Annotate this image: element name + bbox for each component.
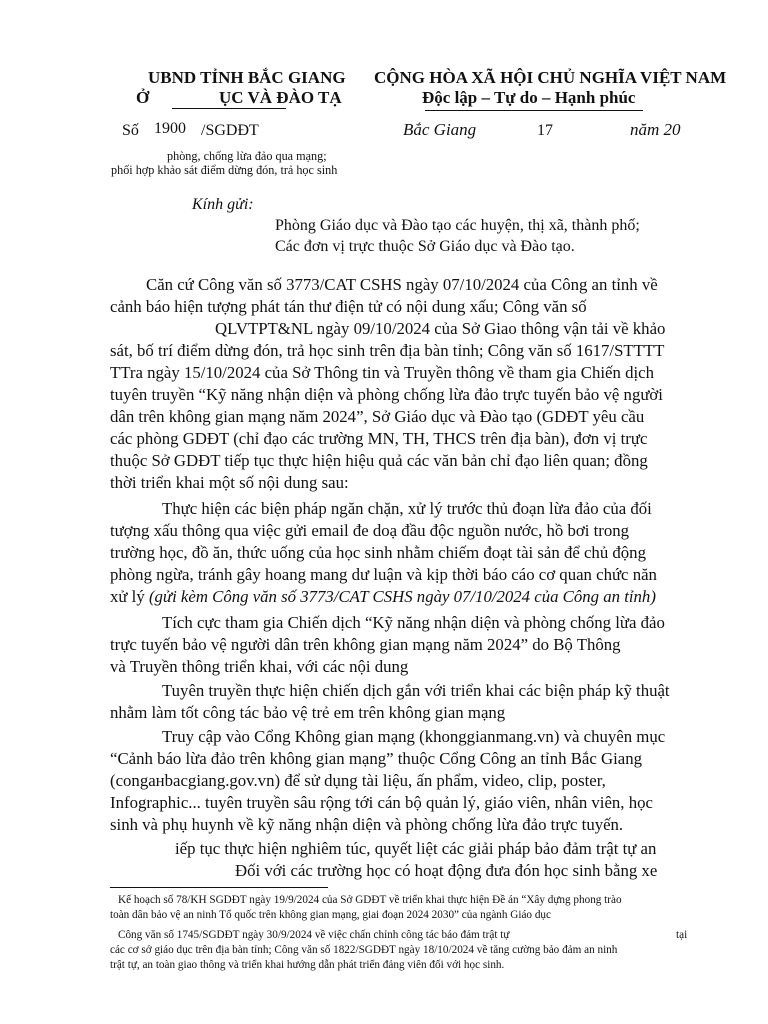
footnote-2-line-tail: tại [676,929,688,941]
intro-line: Căn cứ Công văn số 3773/CAT CSHS ngày 07/10/2024 của Công an tỉnh về [146,275,658,294]
national-motto: Độc lập – Tự do – Hạnh phúc [422,88,636,107]
doc-year: năm 20 [630,120,681,139]
doc-number-label: Số [122,122,139,139]
footnote-2-line: trật tự, an toàn giao thông và triển khai hướng dẫn phát triển đảng viên đối với học sinh. [110,959,505,971]
intro-line: sát, bố trí điểm dừng đón, trả học sinh trên địa bàn tỉnh; Công văn số 1617/STTTT [110,341,665,360]
issuer-underline [172,108,286,109]
doc-place: Bắc Giang [403,120,477,139]
issuer-department: ỤC VÀ ĐÀO TẠ [219,88,342,107]
doc-number-suffix: /SGDĐT [201,122,259,139]
para3-line: Tuyên truyền thực hiện chiến dịch gắn với triển khai các biện pháp kỹ thuật [162,681,670,700]
issuer-province: UBND TỈNH BẮC GIANG [148,68,346,87]
para1-last-line [110,586,656,608]
para5-line: Đối với các trường học có hoạt động đưa đón học sinh bằng xe [235,861,658,880]
intro-line: các phòng GDĐT (chỉ đạo các trường MN, TH, THCS trên địa bàn), đơn vị trực [110,429,648,448]
subject-line-1: phòng, chống lừa đảo qua mạng; [167,149,327,163]
para1-line: xử lý [110,587,149,606]
para4-line: (congанbacgiang.gov.vn) để sử dụng tài liệu, ấn phẩm, video, clip, poster, [110,771,606,790]
intro-line: thời triển khai một số nội dung sau: [110,473,349,492]
para4-line: Truy cập vào Cổng Không gian mạng (khonggianmang.vn) và chuyên mục [162,727,666,746]
intro-line: dân trên không gian mạng năm 2024”, Sở Giáo dục và Đào tạo (GDĐT yêu cầu [110,407,645,426]
recipients-label: Kính gửi: [192,196,254,213]
footnote-separator [110,887,328,888]
para2-line: Tích cực tham gia Chiến dịch “Kỹ năng nhận diện và phòng chống lừa đảo [162,613,665,632]
recipient-2: Các đơn vị trực thuộc Sở Giáo dục và Đào tạo. [275,238,575,255]
intro-line: QLVTPT&NL ngày 09/10/2024 của Sở Giao thông vận tải về khảo [215,319,666,338]
recipient-1: Phòng Giáo dục và Đào tạo các huyện, thị xã, thành phố; [275,217,640,234]
para5-line: iếp tục thực hiện nghiêm túc, quyết liệt các giải pháp bảo đảm trật tự an [175,839,657,858]
para1-line: Thực hiện các biện pháp ngăn chặn, xử lý trước thủ đoạn lừa đảo của đối [162,499,652,518]
footnote-1-line: Kế hoạch số 78/KH SGDĐT ngày 19/9/2024 của Sở GDĐT về triển khai thực hiện Đề án “Xây dựng phong trào [118,894,622,906]
issuer-department-fragment: Ở [136,88,150,107]
intro-line: thuộc Sở GDĐT tiếp tục thực hiện hiệu quả các văn bản chỉ đạo liên quan; đồng [110,451,648,470]
para1-attachment-note: (gửi kèm Công văn số 3773/CAT CSHS ngày 07/10/2024 của Công an tỉnh) [148,587,656,606]
motto-underline [425,110,643,111]
intro-line: tuyên truyền “Kỹ năng nhận diện và phòng chống lừa đảo trực tuyến bảo vệ người [110,385,663,404]
para4-line: Infographic... tuyên truyền sâu rộng tới cán bộ quản lý, giáo viên, nhân viên, học [110,793,653,812]
intro-line: TTra ngày 15/10/2024 của Sở Thông tin và Truyền thông về tham gia Chiến dịch [110,363,654,382]
intro-line: cảnh báo hiện tượng phát tán thư điện tử có nội dung xấu; Công văn số [110,297,587,316]
para1-line: phòng ngừa, tránh gây hoang mang dư luận và kịp thời báo cáo cơ quan chức năn [110,565,657,584]
para2-line: trực tuyến bảo vệ người dân trên không gian mạng năm 2024” do Bộ Thông [110,635,621,654]
doc-day: 17 [537,122,553,139]
doc-number: 1900 [154,120,186,137]
para4-line: sinh và phụ huynh về kỹ năng nhận diện và phòng chống lừa đảo trực tuyến. [110,815,624,834]
subject-line-2: phối hợp khảo sát điểm dừng đón, trả học sinh [111,163,338,177]
footnote-2-line: các cơ sở giáo dục trên địa bàn tỉnh; Công văn số 1822/SGDĐT ngày 18/10/2024 về tăng cường bảo đảm an ninh [110,944,618,956]
para4-line: “Cảnh báo lừa đảo trên không gian mạng” thuộc Cổng Công an tỉnh Bắc Giang [110,749,642,768]
national-title: CỘNG HÒA XÃ HỘI CHỦ NGHĨA VIỆT NAM [374,68,727,87]
para2-line: và Truyền thông triển khai, với các nội dung [110,657,409,676]
para1-line: trường học, đồ ăn, thức uống của học sinh nhằm chiếm đoạt tài sản để chủ động [110,543,646,562]
para1-line: tượng xấu thông qua việc gửi email đe doạ đầu độc nguồn nước, hồ bơi trong [110,521,630,540]
footnote-2-line: Công văn số 1745/SGDĐT ngày 30/9/2024 về việc chấn chỉnh công tác bảo đảm trật tự [118,929,510,941]
footnote-1-line: toàn dân bảo vệ an ninh Tổ quốc trên không gian mạng, giai đoạn 2024 2030” của ngành Giáo dục [110,909,551,921]
para3-line: nhằm làm tốt công tác bảo vệ trẻ em trên không gian mạng [110,703,506,722]
